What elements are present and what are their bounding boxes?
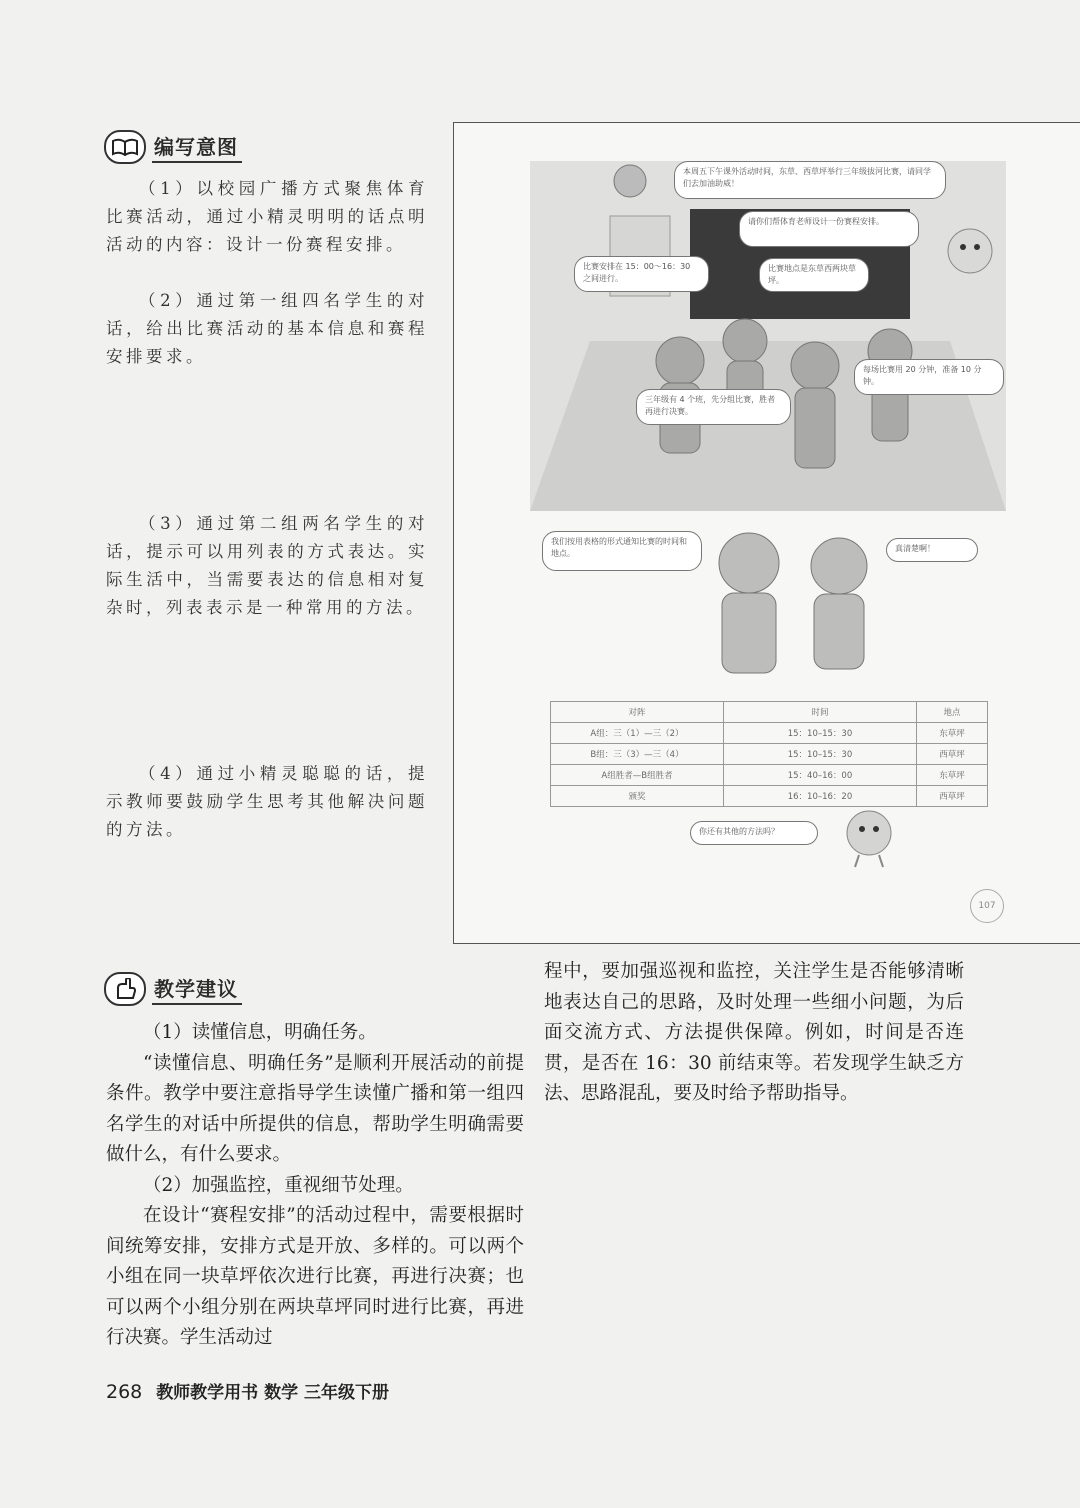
table-cell: 15：40–16：00 [724,765,917,786]
sprite-cong-bubble: 你还有其他的方法吗？ [690,821,818,845]
design-intent-title: 编写意图 [152,131,242,163]
pointing-hand-icon [104,972,146,1006]
table-cell: 西草坪 [917,744,988,765]
textbook-figure [453,122,1080,944]
table-cell: 16：10–16：20 [724,786,917,807]
table-row [551,765,988,786]
textbook-page-number: 107 [970,889,1004,923]
schedule-header-cell: 对阵 [551,702,724,723]
table-cell: A组胜者—B组胜者 [551,765,724,786]
page-footer [106,1378,389,1403]
groups-bubble: 三年级有 4 个班，先分组比赛，胜者再进行决赛。 [636,389,791,425]
two-students-illustration [694,528,894,688]
sprite-cong-illustration [839,801,899,871]
schedule-table [550,701,988,807]
table-cell: 东草坪 [917,723,988,744]
paragraph: （1）读懂信息，明确任务。 [143,1022,377,1043]
time-range-bubble: 比赛安排在 15：00～16：30 之间进行。 [574,256,709,292]
paragraph: 在设计“赛程安排”的活动过程中，需要根据时间统筹安排，安排方式是开放、多样的。可以两个小组在同一块草坪依次进行比赛，再进行决赛；也可以两个小组分别在两块草坪同时进行比赛，再进行决赛。学生活动过 [106,1205,524,1348]
open-book-icon [104,130,146,164]
design-intent-note-4: （4）通过小精灵聪聪的话，提示教师要鼓励学生思考其他解决问题的方法。 [106,764,428,839]
page-number: 268 [106,1381,143,1403]
paragraph: 程中，要加强巡视和监控，关注学生是否能够清晰地表达自己的思路，及时处理一些细小问题，为后面交流方式、方法提供保障。例如，时间是否连贯，是否在 16：30 前结束等。若发现学生缺乏方法、思路混乱，要及时给予帮助指导。 [544,961,964,1104]
design-intent-heading [104,130,242,164]
teaching-suggestions-right-column [544,957,964,1110]
sprite-ming-bubble: 请你们帮体育老师设计一份赛程安排。 [739,211,919,247]
design-intent-note-3: （3）通过第二组两名学生的对话，提示可以用列表的方式表达。实际生活中，当需要表达的信息相对复杂时，列表表示是一种常用的方法。 [106,514,428,617]
table-cell: 东草坪 [917,765,988,786]
schedule-header-row [551,702,988,723]
table-row [551,744,988,765]
table-cell: B组：三（3）—三（4） [551,744,724,765]
table-row [551,723,988,744]
teaching-suggestions-left-column [106,1018,524,1354]
duration-bubble: 每场比赛用 20 分钟，准备 10 分钟。 [854,359,1004,395]
design-intent-note-1: （1）以校园广播方式聚焦体育比赛活动，通过小精灵明明的话点明活动的内容：设计一份赛程安排。 [106,179,428,254]
book-title: 教师教学用书 数学 三年级下册 [156,1383,390,1403]
teaching-suggestions-title: 教学建议 [152,973,242,1005]
venues-bubble: 比赛地点是东草西两块草坪。 [759,258,869,292]
clear-bubble: 真清楚啊！ [886,538,978,562]
paragraph: “读懂信息、明确任务”是顺利开展活动的前提条件。教学中要注意指导学生读懂广播和第一组四名学生的对话中所提供的信息，帮助学生明确需要做什么，有什么要求。 [106,1052,524,1165]
paragraph: （2）加强监控，重视细节处理。 [143,1174,414,1196]
teaching-suggestions-heading [104,972,242,1006]
schedule-header-cell: 时间 [724,702,917,723]
list-form-bubble: 我们按用表格的形式通知比赛的时间和地点。 [542,531,702,571]
table-cell: 15：10–15：30 [724,723,917,744]
table-cell: A组：三（1）—三（2） [551,723,724,744]
table-cell: 15：10–15：30 [724,744,917,765]
broadcast-bubble: 本周五下午课外活动时间，东草、西草坪举行三年级拔河比赛，请同学们去加油助威！ [674,161,946,199]
table-cell: 西草坪 [917,786,988,807]
design-intent-note-2: （2）通过第一组四名学生的对话，给出比赛活动的基本信息和赛程安排要求。 [106,291,428,366]
table-cell: 颁奖 [551,786,724,807]
schedule-header-cell: 地点 [917,702,988,723]
table-row [551,786,988,807]
